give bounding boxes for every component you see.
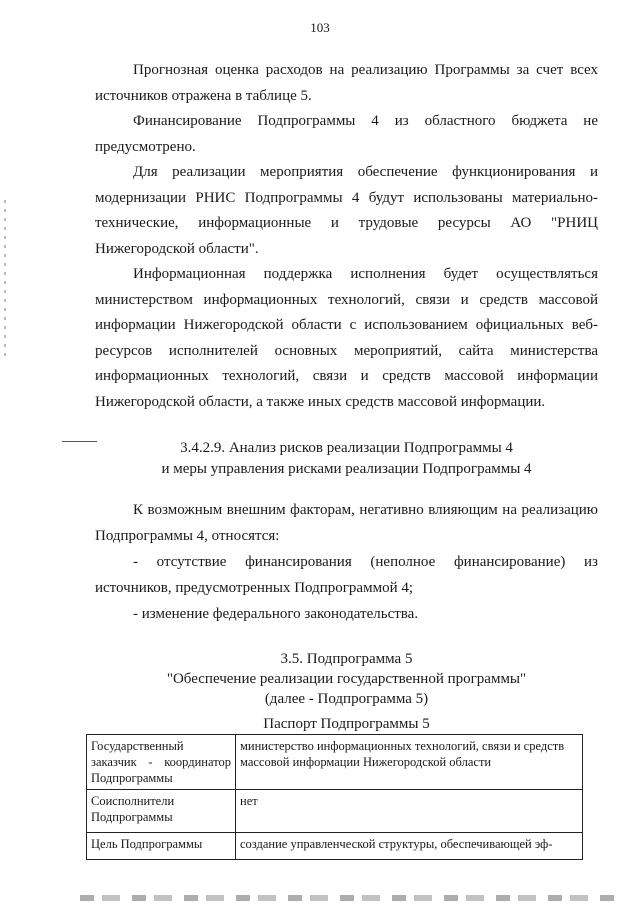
paragraph-financing-estimate: Прогнозная оценка расходов на реализацию Программы за счет всех источников отражена в таблице 5. [95,62,598,104]
table-cell-value: нет [236,790,583,833]
table-cell-label: Соисполнители Подпрограммы [87,790,236,833]
risk-intro: К возможным внешним факторам, негативно влияющим на реализацию Подпрограммы 4, относятся: [95,502,598,544]
table-cell-value: создание управленческой структуры, обеспечивающей эф- [236,833,583,860]
body-text [95,58,598,415]
page-number: 103 [310,20,330,35]
table-title: Паспорт Подпрограммы 5 [263,716,430,732]
subprogram-heading-line3: (далее - Подпрограмма 5) [264,691,429,707]
subprogram-heading-line2: "Обеспечение реализации государственной программы" [166,671,527,687]
risk-item-legislation: - изменение федерального законодательства. [133,606,419,622]
table-row [87,790,583,833]
risk-item-financing: - отсутствие финансирования (неполное финансирование) из источников, предусмотренных Подпрограммой 4; [95,554,598,596]
section-heading-line2: и меры управления рисками реализации Подпрограммы 4 [161,461,532,477]
table-cell-value: министерство информационных технологий, связи и средств массовой информации Нижегородской области [236,735,583,790]
passport-table [86,734,583,860]
paragraph-information-support: Информационная поддержка исполнения будет осуществляться министерством информационных технологий, связи и средств массовой информации Нижегородской области с использованием официальных веб-ресурсов исполнителей основных мероприятий, сайта министерства информационных технологий, связи и средств массовой информации Нижегородской области, а также иных средств массовой информации. [95,266,598,410]
risk-list [95,497,598,627]
scan-margin-marks [4,200,6,360]
scan-bottom-artifacts [80,895,620,901]
table-cell-label: Цель Подпрограммы [87,833,236,860]
table-row [87,735,583,790]
scan-dash-mark [62,441,97,442]
table-cell-label: Государственный заказчик - координатор Подпрограммы [87,735,236,790]
table-row [87,833,583,860]
paragraph-regional-budget: Финансирование Подпрограммы 4 из областного бюджета не предусмотрено. [95,113,598,155]
subprogram-heading [95,649,598,709]
section-heading [95,438,598,480]
section-heading-line1: 3.4.2.9. Анализ рисков реализации Подпрограммы 4 [180,440,513,456]
subprogram-heading-line1: 3.5. Подпрограмма 5 [280,651,413,667]
paragraph-resources: Для реализации мероприятия обеспечение функционирования и модернизации РНИС Подпрограммы 4 будут использованы материально-технические, информационные и трудовые ресурсы АО "РНИЦ Нижегородской области". [95,164,598,257]
